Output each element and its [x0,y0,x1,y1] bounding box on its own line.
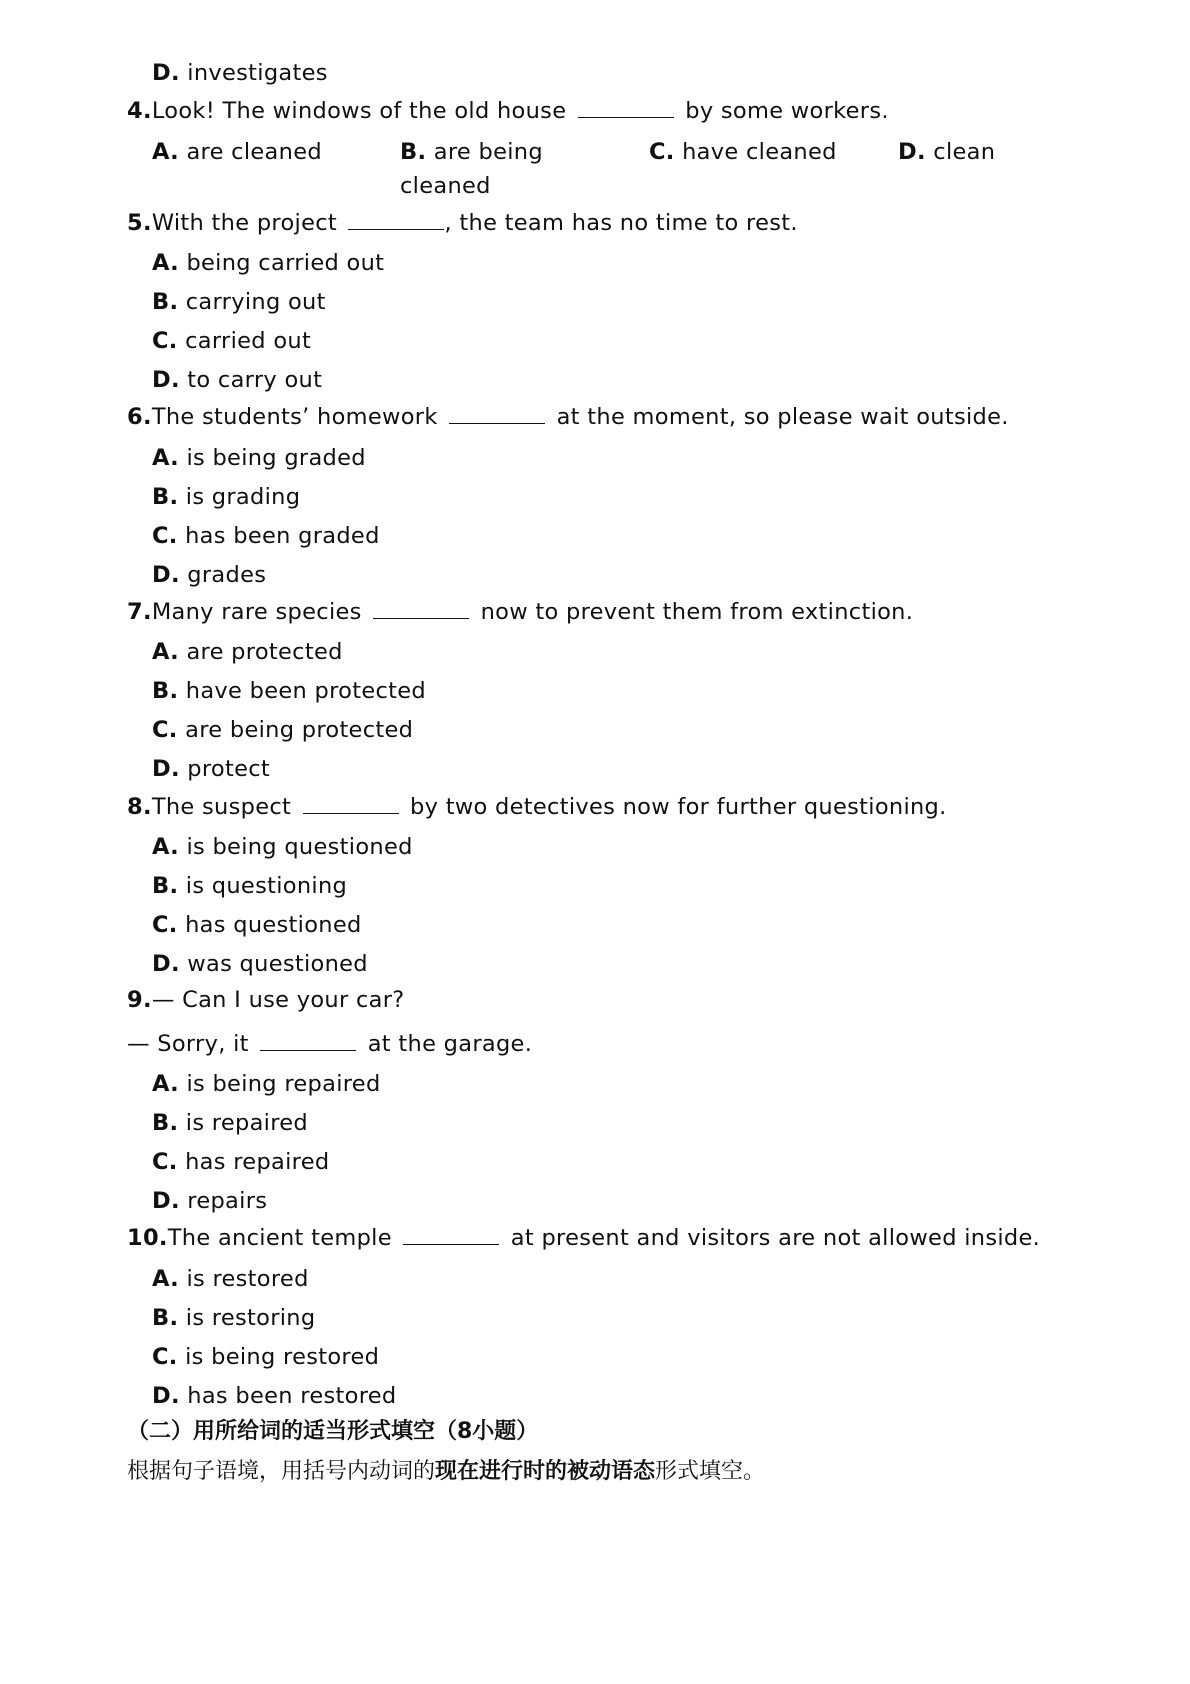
option-row [152,914,362,937]
question-5-stem [127,210,798,235]
option-row [152,680,426,703]
option-letter: C. [152,1149,178,1175]
option-text: repairs [187,1188,268,1214]
option-letter: B. [152,1110,179,1136]
option-letter: C. [152,523,178,549]
option-row [152,141,322,164]
option-letter: A. [152,445,179,471]
instructions-text: 根据句子语境，用括号内动词的 [127,1459,436,1484]
option-letter: A. [152,250,179,276]
answer-blank [449,404,545,424]
option-row [400,141,543,164]
option-letter: B. [152,678,179,704]
option-row [152,486,300,509]
option-letter: D. [152,1383,180,1409]
option-text: is restored [186,1266,309,1292]
option-row [152,758,270,781]
option-text: is being restored [185,1344,380,1370]
stem-text-after: now to prevent them from extinction. [480,599,914,625]
option-row [152,953,368,976]
question-number: 5. [127,210,152,236]
option-letter: C. [649,139,675,165]
option-text: has questioned [185,912,362,938]
option-letter: B. [152,873,179,899]
question-4-stem [127,98,889,123]
option-letter: B. [152,484,179,510]
option-row [152,719,413,742]
stem-text-before: The suspect [151,794,292,820]
option-text: grades [187,562,267,588]
option-text: is restoring [185,1305,316,1331]
option-row [152,1385,396,1408]
option-letter: A. [152,1266,179,1292]
option-text: being carried out [186,250,385,276]
option-text-continued: cleaned [400,173,491,199]
question-number: 8. [127,794,152,820]
instructions-text-end: 形式填空。 [655,1459,766,1484]
option-row [152,1268,309,1291]
option-letter: C. [152,1344,178,1370]
option-text: has repaired [185,1149,330,1175]
stem-text-before: The ancient temple [167,1225,392,1251]
option-row [152,1190,267,1213]
option-row [152,525,380,548]
answer-blank [260,1031,356,1051]
option-text: have cleaned [682,139,837,165]
answer-blank [578,98,674,118]
stem-text-after: , the team has no time to rest. [444,210,798,236]
stem-text-before: Many rare species [151,599,362,625]
question-number: 9. [127,987,152,1013]
question-number: 10. [127,1225,168,1251]
option-text: clean [933,139,996,165]
section-heading: （二）用所给词的适当形式填空（8小题） [127,1419,539,1444]
stem-text-after: by two detectives now for further questioning. [410,794,947,820]
stem-text-before: With the project [151,210,338,236]
option-text: is questioning [185,873,348,899]
stem-text-after: at present and visitors are not allowed inside. [510,1225,1041,1251]
question-number: 4. [127,98,152,124]
answer-blank [303,794,399,814]
option-letter: A. [152,139,179,165]
option-row [152,252,384,275]
dialogue-line-1: — Can I use your car? [151,987,405,1013]
answer-blank [348,210,444,230]
option-text: is being questioned [186,834,413,860]
question-8-stem [127,794,947,819]
answer-blank [403,1225,499,1245]
option-text: is grading [185,484,301,510]
option-letter: B. [152,289,179,315]
option-row [152,875,347,898]
instructions-emphasis: 现在进行时的被动语态 [435,1459,656,1484]
question-number: 6. [127,404,152,430]
question-number: 7. [127,599,152,625]
option-text: has been restored [187,1383,397,1409]
option-letter: D. [152,60,180,86]
stem-text-before: Look! The windows of the old house [151,98,567,124]
option-row [152,447,366,470]
option-text: is being graded [186,445,366,471]
option-letter: D. [152,367,180,393]
option-row [649,141,837,164]
option-row [152,836,413,859]
option-text: are being [433,139,543,165]
option-text: has been graded [185,523,380,549]
option-text: carried out [185,328,312,354]
option-letter: A. [152,834,179,860]
option-row [152,1112,308,1135]
option-row [152,564,266,587]
option-row [152,1073,381,1096]
question-7-stem [127,599,913,624]
option-row [152,369,322,392]
stem-text-after: at the moment, so please wait outside. [556,404,1009,430]
option-letter: C. [152,328,178,354]
question-10-stem [127,1225,1040,1250]
stem-text-before: The students’ homework [151,404,438,430]
option-text: have been protected [185,678,426,704]
stem-text-after: by some workers. [685,98,889,124]
answer-blank [373,599,469,619]
option-letter: B. [152,1305,179,1331]
option-row [152,1307,315,1330]
question-6-stem [127,404,1009,429]
option-row [152,641,343,664]
option-row [152,291,326,314]
option-letter: C. [152,912,178,938]
question-9-stem [127,989,405,1012]
option-text: are protected [186,639,343,665]
option-row [152,330,311,353]
option-letter: C. [152,717,178,743]
option-text: investigates [187,60,328,86]
option-row [898,141,995,164]
stem-text-before: — Sorry, it [127,1031,249,1057]
option-letter: D. [152,1188,180,1214]
option-letter: A. [152,1071,179,1097]
option-row [152,1346,379,1369]
option-text: protect [187,756,271,782]
option-row [152,62,328,85]
option-row [152,1151,329,1174]
option-letter: B. [400,139,427,165]
option-letter: D. [898,139,926,165]
option-text: to carry out [187,367,323,393]
option-letter: D. [152,756,180,782]
option-letter: D. [152,562,180,588]
question-9-dialogue [127,1031,532,1056]
stem-text-after: at the garage. [367,1031,533,1057]
option-text: is being repaired [186,1071,381,1097]
option-text: carrying out [185,289,326,315]
option-letter: A. [152,639,179,665]
option-text: is repaired [185,1110,308,1136]
option-text: was questioned [187,951,368,977]
option-text: are cleaned [186,139,322,165]
option-letter: D. [152,951,180,977]
section-instructions [127,1461,765,1483]
option-text: are being protected [185,717,414,743]
